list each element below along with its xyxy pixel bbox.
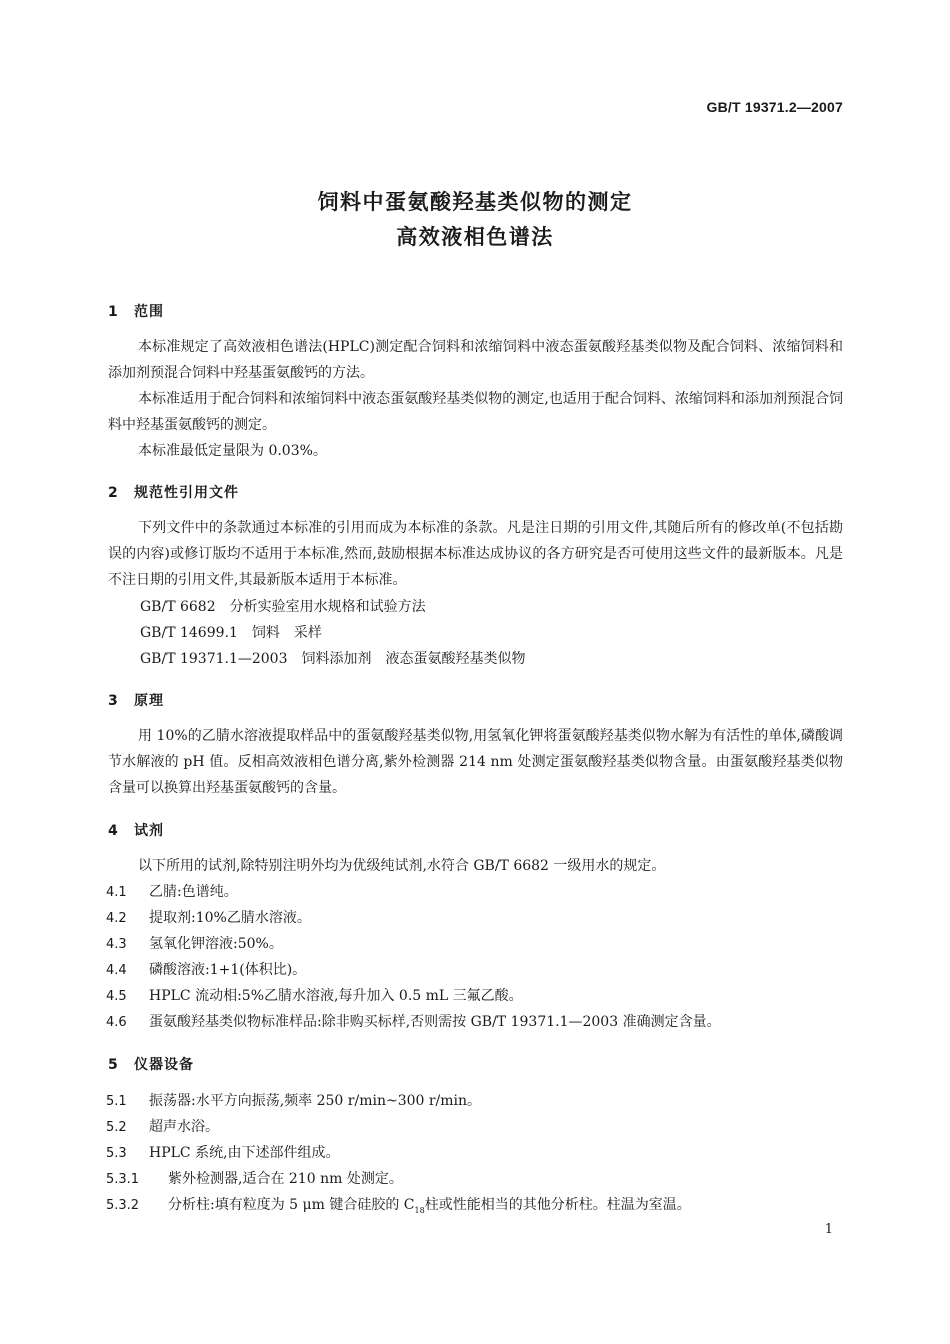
paragraph: 本标准适用于配合饲料和浓缩饲料中液态蛋氨酸羟基类似物的测定,也适用于配合饲料、浓缩饲料和添加剂预混合饲料中羟基蛋氨酸钙的测定。 [108, 391, 843, 433]
list-item: 5.2 超声水浴。 [106, 1119, 219, 1135]
section-number: 4 [108, 823, 119, 839]
section-number: 1 [108, 304, 119, 320]
list-item: 5.3.2 分析柱:填有粒度为 5 μm 键合硅胶的 $C_{18}$柱或性能相当的其他分析柱。柱温为室温。 [106, 1197, 691, 1215]
standard-number: GB/T 19371.2—2007 [706, 99, 843, 115]
section-title: 原理 [134, 693, 164, 709]
section-number: 2 [108, 485, 119, 501]
list-item: 4.5 HPLC 流动相:5%乙腈水溶液,每升加入 0.5 mL 三氟乙酸。 [106, 988, 523, 1004]
document-title: 饲料中蛋氨酸羟基类似物的测定 [317, 190, 633, 214]
list-item: 4.3 氢氧化钾溶液:50%。 [106, 936, 283, 952]
page-number: 1 [824, 1222, 833, 1237]
reference-item: GB/T 19371.1—2003 饲料添加剂 液态蛋氨酸羟基类似物 [140, 651, 526, 667]
paragraph: 本标准规定了高效液相色谱法(HPLC)测定配合饲料和浓缩饲料中液态蛋氨酸羟基类似物及配合饲料、浓缩饲料和添加剂预混合饲料中羟基蛋氨酸钙的方法。 [108, 339, 843, 381]
list-item: 5.3 HPLC 系统,由下述部件组成。 [106, 1145, 340, 1161]
list-item: 5.3.1 紫外检测器,适合在 210 nm 处测定。 [106, 1171, 403, 1187]
section-title: 仪器设备 [134, 1057, 194, 1073]
document-subtitle: 高效液相色谱法 [396, 225, 554, 249]
paragraph: 用 10%的乙腈水溶液提取样品中的蛋氨酸羟基类似物,用氢氧化钾将蛋氨酸羟基类似物水解为有活性的单体,磷酸调节水解液的 pH 值。反相高效液相色谱分离,紫外检测器 214 nm 处测定蛋氨酸羟基类似物含量。由蛋氨酸羟基类似物含量可以换算出羟基蛋氨酸钙的含量。 [108, 728, 843, 796]
list-item: 4.2 提取剂:10%乙腈水溶液。 [106, 910, 311, 926]
section-heading-5 [108, 1054, 194, 1074]
section-title: 规范性引用文件 [134, 485, 239, 501]
section-title: 试剂 [134, 823, 164, 839]
section-heading-1 [108, 301, 164, 321]
paragraph: 以下所用的试剂,除特别注明外均为优级纯试剂,水符合 GB/T 6682 一级用水的规定。 [138, 858, 666, 874]
subscript: 18 [414, 1205, 425, 1215]
section-title: 范围 [134, 304, 164, 320]
section-heading-3 [108, 690, 164, 710]
list-item: 4.1 乙腈:色谱纯。 [106, 884, 238, 900]
reference-item: GB/T 6682 分析实验室用水规格和试验方法 [140, 599, 426, 615]
section-number: 5 [108, 1057, 119, 1073]
reference-item: GB/T 14699.1 饲料 采样 [140, 625, 322, 641]
list-item: 4.4 磷酸溶液:1+1(体积比)。 [106, 962, 307, 978]
paragraph: 本标准最低定量限为 0.03%。 [138, 443, 327, 459]
section-heading-2 [108, 482, 239, 502]
section-number: 3 [108, 693, 119, 709]
section-heading-4 [108, 820, 164, 840]
list-item: 4.6 蛋氨酸羟基类似物标准样品:除非购买标样,否则需按 GB/T 19371.1—2003 准确测定含量。 [106, 1014, 721, 1030]
list-item: 5.1 振荡器:水平方向振荡,频率 250 r/min~300 r/min。 [106, 1093, 482, 1109]
paragraph: 下列文件中的条款通过本标准的引用而成为本标准的条款。凡是注日期的引用文件,其随后所有的修改单(不包括勘误的内容)或修订版均不适用于本标准,然而,鼓励根据本标准达成协议的各方研究是否可使用这些文件的最新版本。凡是不注日期的引用文件,其最新版本适用于本标准。 [108, 520, 843, 588]
